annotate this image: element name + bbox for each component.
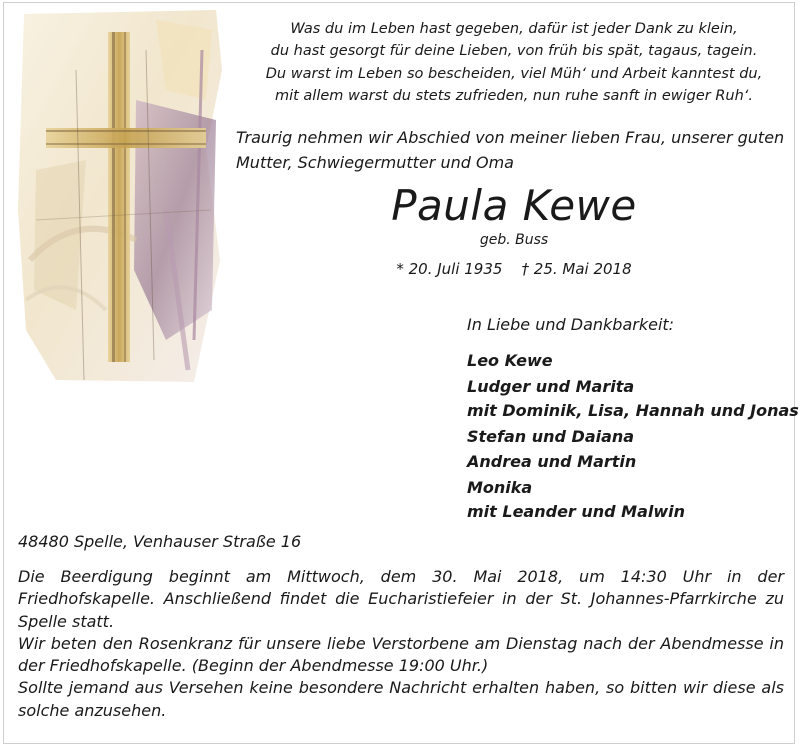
poem-line: mit allem warst du stets zufrieden, nun ruhe sanft in ewiger Ruh‘.	[274, 87, 754, 104]
rosary-paragraph: Wir beten den Rosenkranz für unsere liebe Verstorbene am Dienstag nach der Abendmesse in der Friedhofskapelle. (Beginn der Abendmesse 19:00 Uhr.)	[18, 633, 784, 676]
family-address: 48480 Spelle, Venhauser Straße 16	[18, 532, 302, 551]
family-member: Stefan und Daiana	[467, 426, 635, 446]
closing-paragraph: Sollte jemand aus Versehen keine besondere Nachricht erhalten haben, so bitten wir diese als solche anzusehen.	[18, 678, 784, 720]
family-member: mit Leander und Malwin	[467, 502, 686, 521]
family-member: mit Dominik, Lisa, Hannah und Jonas	[467, 401, 799, 420]
family-member: Monika	[467, 477, 533, 497]
cross-icon	[16, 10, 224, 385]
family-list	[467, 349, 799, 525]
birth-name: geb. Buss	[479, 232, 549, 248]
thanks-heading: In Liebe und Dankbarkeit:	[467, 315, 675, 334]
intro-line: Mutter, Schwiegermutter und Oma	[236, 152, 514, 172]
poem-line: du hast gesorgt für deine Lieben, von früh bis spät, tagaus, tagein.	[270, 43, 758, 60]
farewell-intro	[236, 126, 792, 175]
deceased-name: Paula Kewe	[391, 181, 637, 230]
funeral-notice	[18, 566, 784, 722]
funeral-paragraph: Die Beerdigung beginnt am Mittwoch, dem 30. Mai 2018, um 14:30 Uhr in der Friedhofskapelle. Anschließend findet die Eucharistiefeier in der St. Johannes-Pfarrkirche zu Spelle statt.	[18, 567, 784, 631]
family-member: Andrea und Martin	[467, 452, 637, 471]
poem-line: Was du im Leben hast gegeben, dafür ist jeder Dank zu klein,	[290, 21, 738, 37]
poem-line: Du warst im Leben so bescheiden, viel Müh‘ und Arbeit kanntest du,	[265, 65, 763, 82]
family-member: Leo Kewe	[467, 351, 553, 370]
intro-line: Traurig nehmen wir Abschied von meiner lieben Frau, unserer guten	[236, 128, 785, 147]
family-member: Ludger und Marita	[467, 376, 635, 396]
memorial-poem	[236, 18, 792, 107]
life-dates: * 20. Juli 1935 † 25. Mai 2018	[396, 260, 632, 278]
